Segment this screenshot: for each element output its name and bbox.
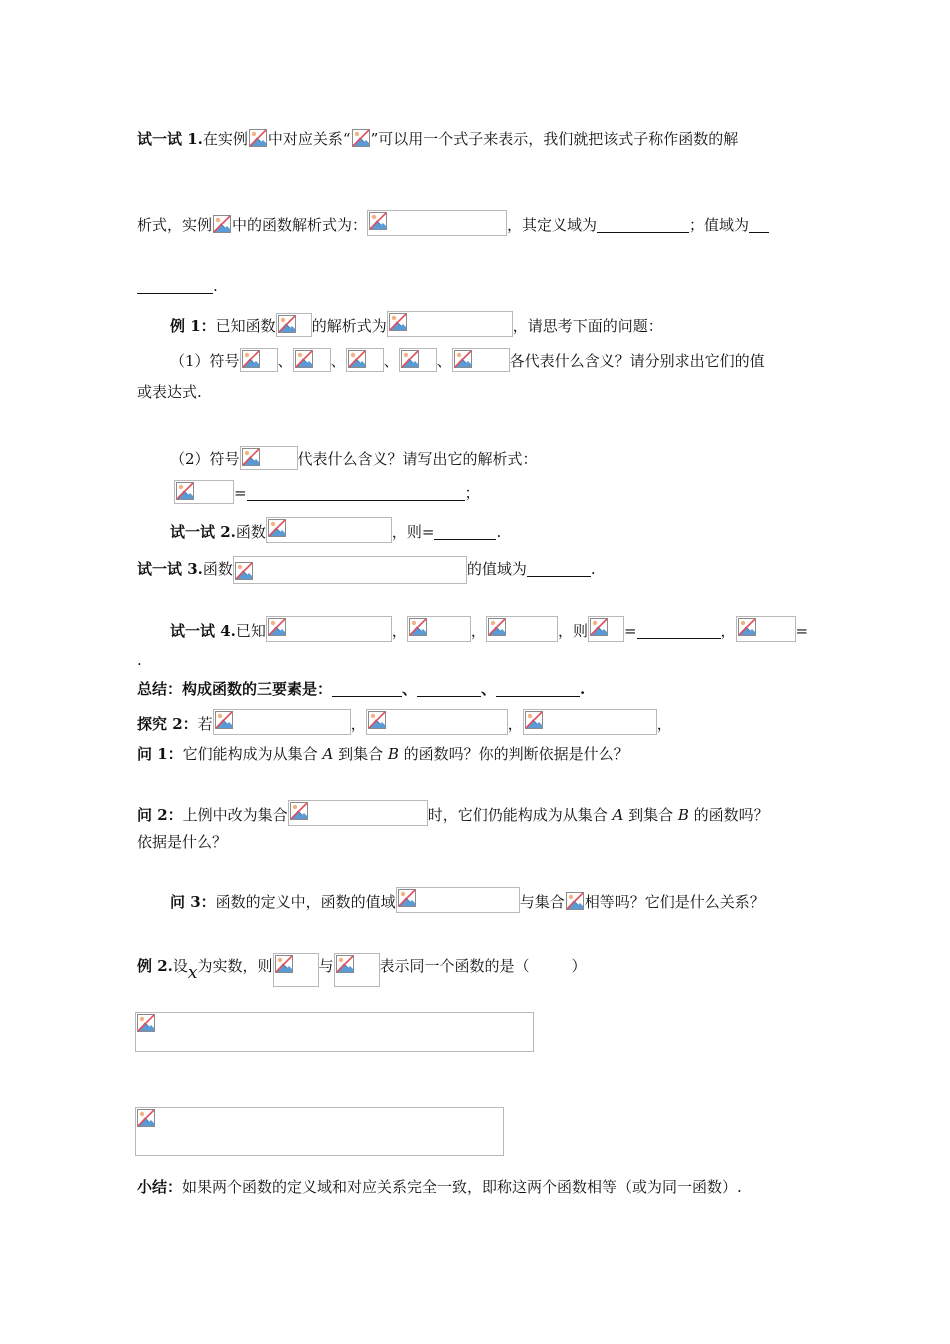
broken-image-icon (268, 519, 286, 537)
q1-line: 问 1：它们能构成为从集合 A 到集合 B 的函数吗？你的判断依据是什么？ (137, 745, 629, 763)
formula-image-box (366, 709, 508, 735)
broken-image-icon (249, 129, 267, 147)
conclusion-line: 小结：如果两个函数的定义域和对应关系完全一致，即称这两个函数相等（或为同一函数）. (137, 1178, 742, 1196)
formula-image-box (288, 800, 428, 826)
blank-line[interactable] (496, 681, 580, 697)
broken-image-icon (275, 955, 293, 973)
formula-image-box (266, 616, 392, 642)
broken-image-icon (176, 482, 194, 500)
broken-image-icon (409, 618, 427, 636)
formula-image-box (486, 616, 558, 642)
blank-line[interactable] (417, 681, 481, 697)
blank-line[interactable] (137, 278, 213, 294)
formula-image-box (736, 616, 796, 642)
try1-line1: 试一试 1.在实例 中对应关系“ ”可以用一个式子来表示，我们就把该式子称作函数的解 (137, 130, 739, 148)
formula-image-box (523, 709, 657, 735)
broken-image-icon (242, 350, 260, 368)
broken-image-icon (215, 711, 233, 729)
blank-line[interactable] (597, 217, 689, 233)
formula-image-box (233, 556, 467, 584)
broken-image-icon (242, 448, 260, 466)
image-placeholder (212, 214, 232, 236)
blank-line[interactable] (247, 485, 465, 501)
formula-image-box (334, 953, 380, 987)
option-image-box (135, 1107, 504, 1156)
broken-image-icon (137, 1014, 155, 1032)
formula-image-box (213, 709, 351, 735)
broken-image-icon (278, 315, 296, 333)
broken-image-icon (336, 955, 354, 973)
try3-line: 试一试 3.函数 的值域为 . (137, 556, 596, 584)
broken-image-icon (352, 129, 370, 147)
ex1-q1-cont: 或表达式. (137, 383, 202, 401)
formula-image-box (240, 348, 278, 372)
broken-image-icon (525, 711, 543, 729)
image-placeholder (351, 128, 371, 150)
broken-image-icon (290, 802, 308, 820)
try2-line: 试一试 2.函数 ，则= . (170, 517, 501, 543)
ex1-q2-line: （2）符号 代表什么含义？请写出它的解析式： (170, 446, 538, 470)
q2-line: 问 2：上例中改为集合 时，它们仍能构成为从集合 A 到集合 B 的函数吗？ (137, 800, 769, 826)
broken-image-icon (368, 711, 386, 729)
formula-image-box (367, 210, 507, 236)
broken-image-icon (401, 350, 419, 368)
formula-image-box (293, 348, 331, 372)
broken-image-icon (213, 215, 231, 233)
broken-image-icon (454, 350, 472, 368)
broken-image-icon (369, 212, 387, 230)
broken-image-icon (348, 350, 366, 368)
blank-line[interactable] (434, 524, 496, 540)
formula-image-box (346, 348, 384, 372)
broken-image-icon (590, 618, 608, 636)
try4-line: 试一试 4.已知 ， ， ，则 = ， = (170, 616, 808, 642)
ex1-line1: 例 1：已知函数 的解析式为 ，请思考下面的问题： (170, 311, 663, 337)
blank-line[interactable] (749, 217, 769, 233)
broken-image-icon (738, 618, 756, 636)
formula-image-box (452, 348, 510, 372)
blank-line[interactable] (637, 623, 721, 639)
try1-line2: 析式，实例 中的函数解析式为： ，其定义域为 ；值域为 (137, 210, 769, 236)
formula-image-box (174, 480, 234, 504)
formula-image-box (387, 311, 513, 337)
broken-image-icon (488, 618, 506, 636)
option-image-box (135, 1012, 534, 1052)
try1-lead: 试一试 1. (137, 130, 203, 148)
try1-line3: . (137, 276, 218, 296)
broken-image-icon (137, 1109, 155, 1127)
summary-line: 总结：构成函数的三要素是： 、 、 . (137, 680, 586, 698)
formula-image-box (399, 348, 437, 372)
formula-image-box (276, 313, 312, 337)
blank-line[interactable] (332, 681, 402, 697)
formula-image-box (588, 616, 624, 642)
formula-image-box (273, 953, 319, 987)
broken-image-icon (566, 892, 584, 910)
broken-image-icon (389, 313, 407, 331)
formula-image-box (240, 446, 298, 470)
q3-line: 问 3：函数的定义中，函数的值域 与集合 相等吗？它们是什么关系？ (170, 887, 765, 913)
ex1-q2-answer: = ； (174, 480, 480, 504)
formula-image-box (266, 517, 392, 543)
broken-image-icon (398, 889, 416, 907)
broken-image-icon (295, 350, 313, 368)
ex2-line: 例 2.设x为实数，则 与 表示同一个函数的是（ ） (137, 953, 587, 987)
ex1-q1-line: （1）符号 、 、 、 、 各代表什么含义？请分别求出它们的值 (170, 348, 765, 372)
blank-line[interactable] (527, 561, 591, 577)
broken-image-icon (235, 562, 253, 580)
image-placeholder (565, 891, 585, 913)
q2-cont: 依据是什么？ (137, 833, 228, 851)
image-placeholder (248, 128, 268, 150)
try4-end: . (137, 651, 142, 669)
broken-image-icon (268, 618, 286, 636)
explore2-line: 探究 2：若 ， ， ， (137, 709, 672, 735)
formula-image-box (407, 616, 471, 642)
formula-image-box (396, 887, 520, 913)
